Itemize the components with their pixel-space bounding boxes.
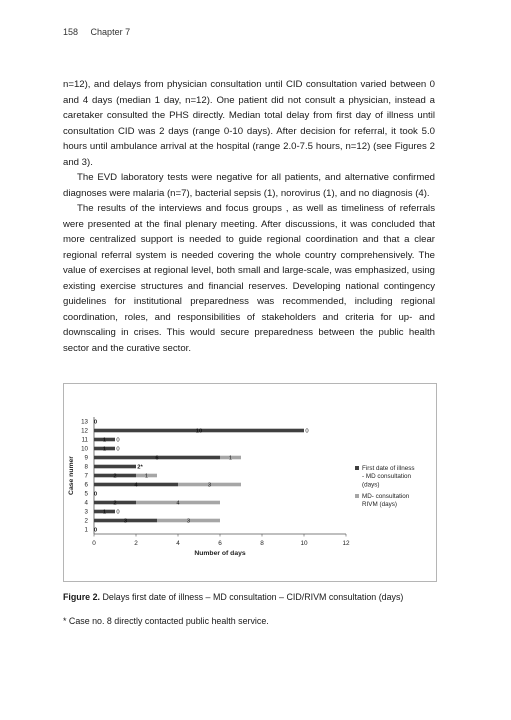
legend-swatch-illness-to-md	[355, 466, 359, 470]
data-label-md-to-rivm: 3	[186, 518, 191, 525]
x-tick-label: 10	[300, 540, 308, 547]
data-label-illness-to-md: 2	[113, 473, 117, 480]
y-axis-title: Case numer	[68, 456, 75, 495]
paragraph-3: The results of the interviews and focus groups , as well as timeliness of referrals were presented at the final plenary meeting. After discussions, it was concluded that more centralized support is needed to guide regional coordination and that a clear regional referral system is needed covering the whole country comprehensively. The value of exercises at regional level, both small and large-scale, was emphasized, using existing exercise structures and financial reserves. Developing national contingency guidelines for institutional preparedness was recommended, including regional coordination, roles, and responsibilities of stakeholders and criteria for up- and downscaling in crises. This would secure preparedness between the public health sector and the curative sector.	[63, 203, 435, 354]
data-label-illness-to-md: 10	[195, 428, 203, 435]
figure-caption	[63, 591, 443, 603]
page-header	[63, 27, 130, 37]
footnote: * Case no. 8 directly contacted public health service.	[63, 616, 269, 626]
data-label-illness-to-md: 6	[155, 455, 159, 462]
x-axis-title: Number of days	[194, 550, 246, 557]
bar-illness-to-md	[94, 465, 136, 469]
data-label-illness-to-md: 4	[134, 482, 138, 489]
data-label-illness-to-md: 0	[93, 491, 98, 498]
x-tick-label: 12	[342, 540, 350, 547]
figure-2-chart	[63, 383, 437, 582]
data-label-md-to-rivm: 0	[116, 509, 120, 516]
y-tick-label: 11	[81, 436, 88, 444]
y-tick-label: 3	[84, 508, 88, 516]
paragraph-2: The EVD laboratory tests were negative for all patients, and alternative confirmed diagnoses were malaria (n=7), bacterial sepsis (1), norovirus (1), and no diagnosis (4).	[63, 172, 435, 199]
y-tick-label: 1	[84, 526, 88, 534]
data-label-md-to-rivm: 1	[144, 473, 149, 480]
y-tick-label: 12	[81, 427, 88, 435]
data-label-illness-to-md: 2*	[137, 464, 143, 471]
data-label-illness-to-md: 1	[102, 446, 107, 453]
x-tick-label: 2	[134, 540, 138, 547]
data-label-illness-to-md: 1	[102, 509, 107, 516]
data-label-md-to-rivm: 0	[116, 437, 120, 444]
data-label-md-to-rivm: 3	[207, 482, 212, 489]
y-tick-label: 9	[84, 454, 88, 462]
x-tick-label: 4	[176, 540, 180, 547]
legend-label-md-to-rivm: MD- consultation RIVM (days)	[362, 493, 410, 509]
y-tick-label: 7	[84, 472, 88, 480]
y-tick-label: 8	[84, 463, 88, 471]
page-number: 158	[63, 27, 79, 37]
x-tick-label: 6	[218, 540, 222, 547]
x-tick-label: 8	[260, 540, 264, 547]
x-tick-label: 0	[92, 540, 96, 547]
legend-label-illness-to-md: First date of illness - MD consultation (days)	[362, 465, 415, 489]
paragraph-1: n=12), and delays from physician consultation until CID consultation varied between 0 and 4 days (median 1 day, n=12). One patient did not consult a physician, instead a caretaker consulted the PHS directly. Median total delay from first day of illness until consultation CID was 2 days (range 0-10 days). After decision for referral, it took 5.0 hours until ambulance arrival at the hospital (range 2.0-7.5 hours, n=12) (see Figures 2 and 3).	[63, 79, 435, 168]
figure-label: Figure 2.	[63, 592, 100, 602]
body-text	[63, 77, 435, 356]
data-label-illness-to-md: 1	[102, 437, 107, 444]
legend-swatch-md-to-rivm	[355, 494, 359, 498]
y-tick-label: 5	[84, 490, 88, 498]
y-tick-label: 2	[84, 517, 88, 525]
data-label-md-to-rivm: 1	[228, 455, 233, 462]
data-label-illness-to-md: 0	[93, 527, 98, 534]
y-tick-label: 6	[84, 481, 88, 489]
data-label-illness-to-md: 3	[123, 518, 128, 525]
data-label-md-to-rivm: 0	[116, 446, 120, 453]
data-label-md-to-rivm: 0	[305, 428, 309, 435]
data-label-illness-to-md: 0	[93, 419, 98, 426]
data-label-md-to-rivm: 4	[176, 500, 180, 507]
y-tick-label: 10	[81, 445, 88, 453]
bar-chart-svg	[64, 384, 436, 581]
chapter-title: Chapter 7	[90, 27, 131, 37]
y-tick-label: 4	[84, 499, 88, 507]
figure-caption-text: Delays first date of illness – MD consultation – CID/RIVM consultation (days)	[102, 592, 404, 602]
y-tick-label: 13	[81, 418, 88, 426]
data-label-illness-to-md: 2	[113, 500, 117, 507]
